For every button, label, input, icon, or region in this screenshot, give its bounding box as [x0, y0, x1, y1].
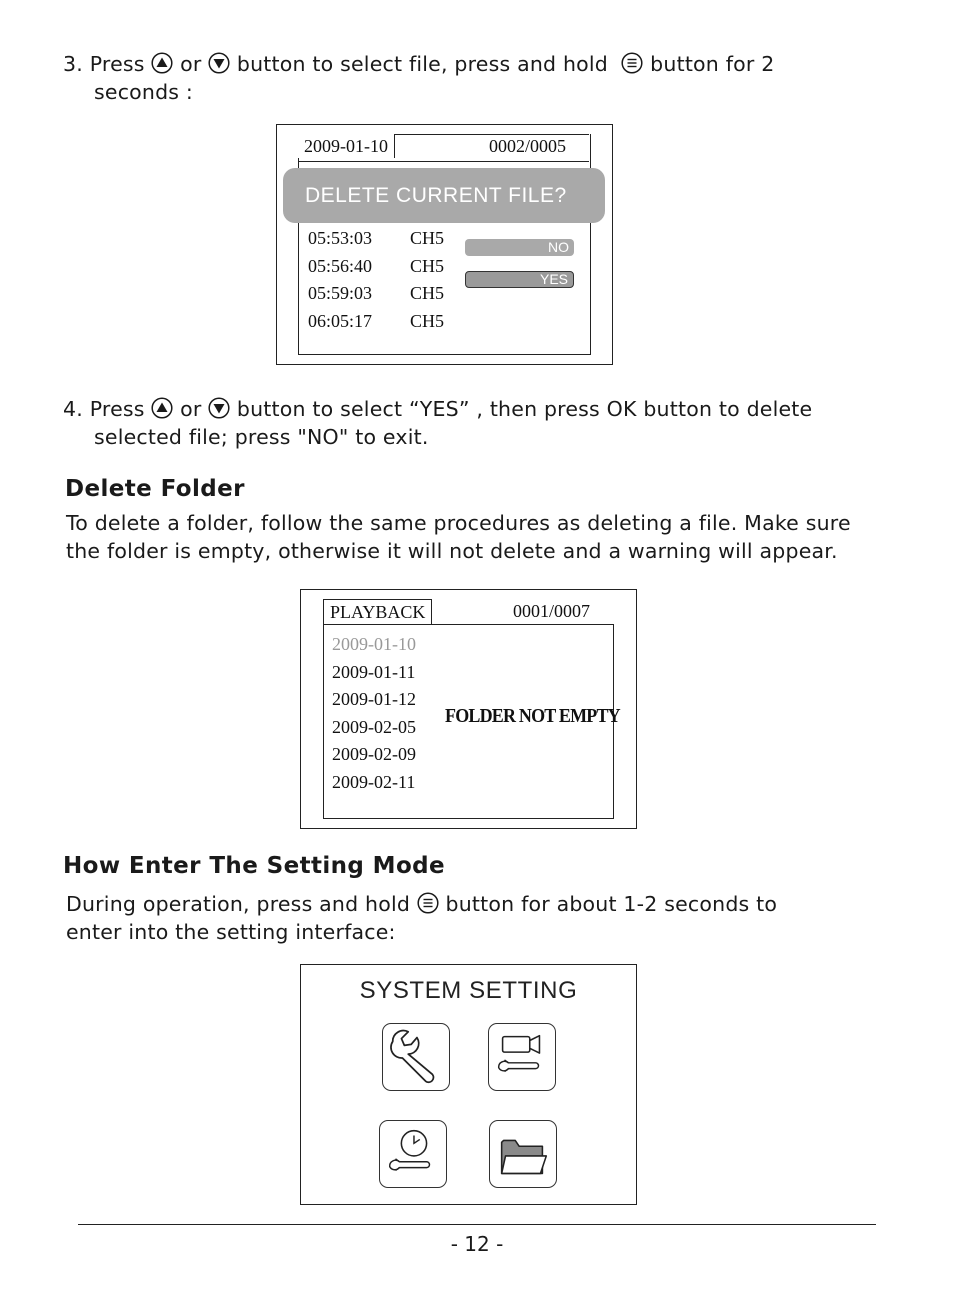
step4-or: or — [180, 397, 202, 421]
step4-line1 — [63, 395, 812, 423]
setting-mode-heading: How Enter The Setting Mode — [63, 853, 446, 879]
delete-folder-line2: the folder is empty, otherwise it will not delete and a warning will appear. — [66, 539, 838, 563]
setting-mode-text-b: button for about 1-2 seconds to — [445, 892, 778, 916]
folder-item-selected[interactable]: 2009-01-10 — [332, 634, 416, 654]
delete-folder-line1: To delete a folder, follow the same procedures as deleting a file. Make sure — [66, 511, 851, 535]
playback-tab[interactable]: PLAYBACK — [323, 599, 432, 625]
file-row-time[interactable]: 05:56:40 — [308, 255, 373, 276]
file-row-time[interactable]: 05:59:03 — [308, 283, 373, 303]
yes-option[interactable]: YES — [465, 271, 574, 288]
date-tab: 2009-01-10 — [298, 134, 395, 158]
system-setting-title: SYSTEM SETTING — [359, 977, 578, 1004]
clock-settings-icon — [380, 1121, 446, 1187]
delete-file-screen — [276, 124, 613, 365]
folder-counter: 0001/0007 — [513, 601, 591, 621]
playback-screen — [300, 589, 637, 829]
folder-item[interactable]: 2009-02-09 — [332, 744, 416, 765]
file-management-tile[interactable] — [489, 1120, 557, 1188]
wrench-icon — [383, 1024, 449, 1090]
file-row-channel: CH5 — [410, 283, 445, 303]
system-setting-screen — [300, 964, 637, 1205]
folder-item[interactable]: 2009-01-11 — [332, 661, 416, 682]
step3-press: Press — [89, 52, 145, 76]
folder-not-empty-warning: FOLDER NOT EMPTY — [445, 704, 620, 727]
down-button-icon — [208, 397, 230, 419]
file-row-channel: CH5 — [410, 228, 445, 248]
delete-folder-heading: Delete Folder — [65, 476, 245, 502]
footer-divider — [78, 1224, 876, 1225]
video-camera-settings-icon — [489, 1024, 555, 1090]
step3-number: 3. — [63, 52, 83, 76]
setting-mode-line1 — [66, 890, 777, 918]
step3-or: or — [180, 52, 202, 76]
step3-text-a: button to select file, press and hold — [236, 52, 609, 76]
up-button-icon — [151, 52, 173, 74]
step3-text-b: button for 2 — [650, 52, 775, 76]
delete-confirm-banner: DELETE CURRENT FILE? — [283, 168, 605, 223]
file-times — [308, 225, 372, 335]
page-number: - 12 - — [450, 1232, 504, 1256]
folder-item[interactable]: 2009-01-12 — [332, 689, 416, 710]
file-counter: 0002/0005 — [489, 136, 567, 156]
folder-icon — [490, 1121, 556, 1187]
no-option[interactable]: NO — [465, 239, 574, 256]
file-row-time[interactable]: 05:53:03 — [308, 228, 373, 248]
file-row-channel: CH5 — [410, 255, 445, 276]
step4-number: 4. — [63, 397, 83, 421]
file-row-channel: CH5 — [410, 310, 445, 331]
folder-item[interactable]: 2009-02-11 — [332, 771, 416, 792]
down-button-icon — [208, 52, 230, 74]
step3-line1 — [63, 50, 774, 78]
general-settings-tile[interactable] — [382, 1023, 450, 1091]
step4-press: Press — [89, 397, 145, 421]
folder-list — [332, 631, 416, 797]
step3-line2: seconds : — [94, 80, 194, 104]
setting-mode-line2: enter into the setting interface: — [66, 920, 396, 944]
step4-text-a: button to select “YES” , then press OK button to delete — [236, 397, 813, 421]
menu-button-icon — [621, 52, 643, 74]
recording-settings-tile[interactable] — [488, 1023, 556, 1091]
time-settings-tile[interactable] — [379, 1120, 447, 1188]
up-button-icon — [151, 397, 173, 419]
menu-button-icon — [417, 892, 439, 914]
folder-item[interactable]: 2009-02-05 — [332, 716, 416, 737]
step4-line2: selected file; press "NO" to exit. — [94, 425, 429, 449]
file-channels — [410, 225, 444, 335]
setting-mode-text-a: During operation, press and hold — [66, 892, 411, 916]
file-row-time[interactable]: 06:05:17 — [308, 310, 373, 331]
